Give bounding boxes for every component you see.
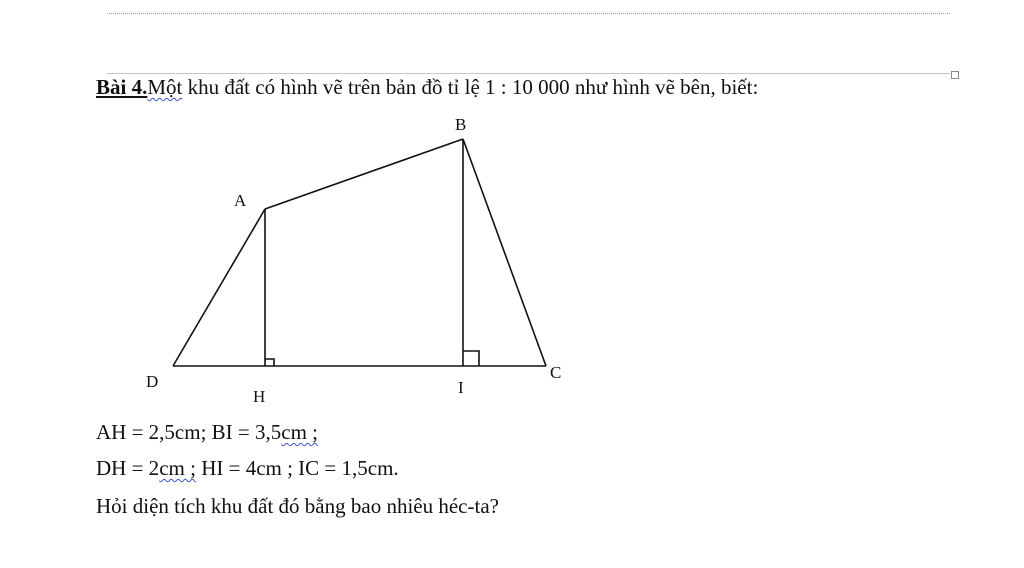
segment-BC: [463, 139, 546, 366]
givens-line-2-rest: HI = 4cm ; IC = 1,5cm.: [195, 456, 399, 480]
givens-line-2: [96, 454, 399, 482]
segment-DA: [173, 209, 265, 366]
vertex-label-I: I: [458, 378, 464, 397]
vertex-label-B: B: [455, 115, 467, 134]
givens-line-1: [96, 418, 318, 446]
vertex-label-A: A: [234, 191, 247, 210]
problem-label: Bài 4.: [96, 75, 148, 99]
vertex-label-D: D: [146, 372, 159, 391]
right-angle-mark-H: [265, 359, 274, 366]
problem-first-word: Một: [147, 75, 183, 99]
givens-line-1-text: AH = 2,5cm; BI = 3,5: [96, 420, 282, 444]
question-text: Hỏi diện tích khu đất đó bằng bao nhiêu héc-ta?: [96, 494, 499, 518]
vertex-label-H: H: [253, 387, 266, 406]
segment-AB: [265, 139, 463, 209]
right-angle-mark-I: [463, 351, 479, 366]
vertex-label-C: C: [550, 363, 562, 382]
givens-line-2-start: DH = 2: [96, 456, 160, 480]
givens-line-2-unit: cm ;: [159, 456, 196, 480]
givens-line-1-unit: cm ;: [281, 420, 319, 444]
problem-statement-text: khu đất có hình vẽ trên bản đồ tỉ lệ 1 : 10 000 như hình vẽ bên, biết:: [182, 75, 759, 99]
